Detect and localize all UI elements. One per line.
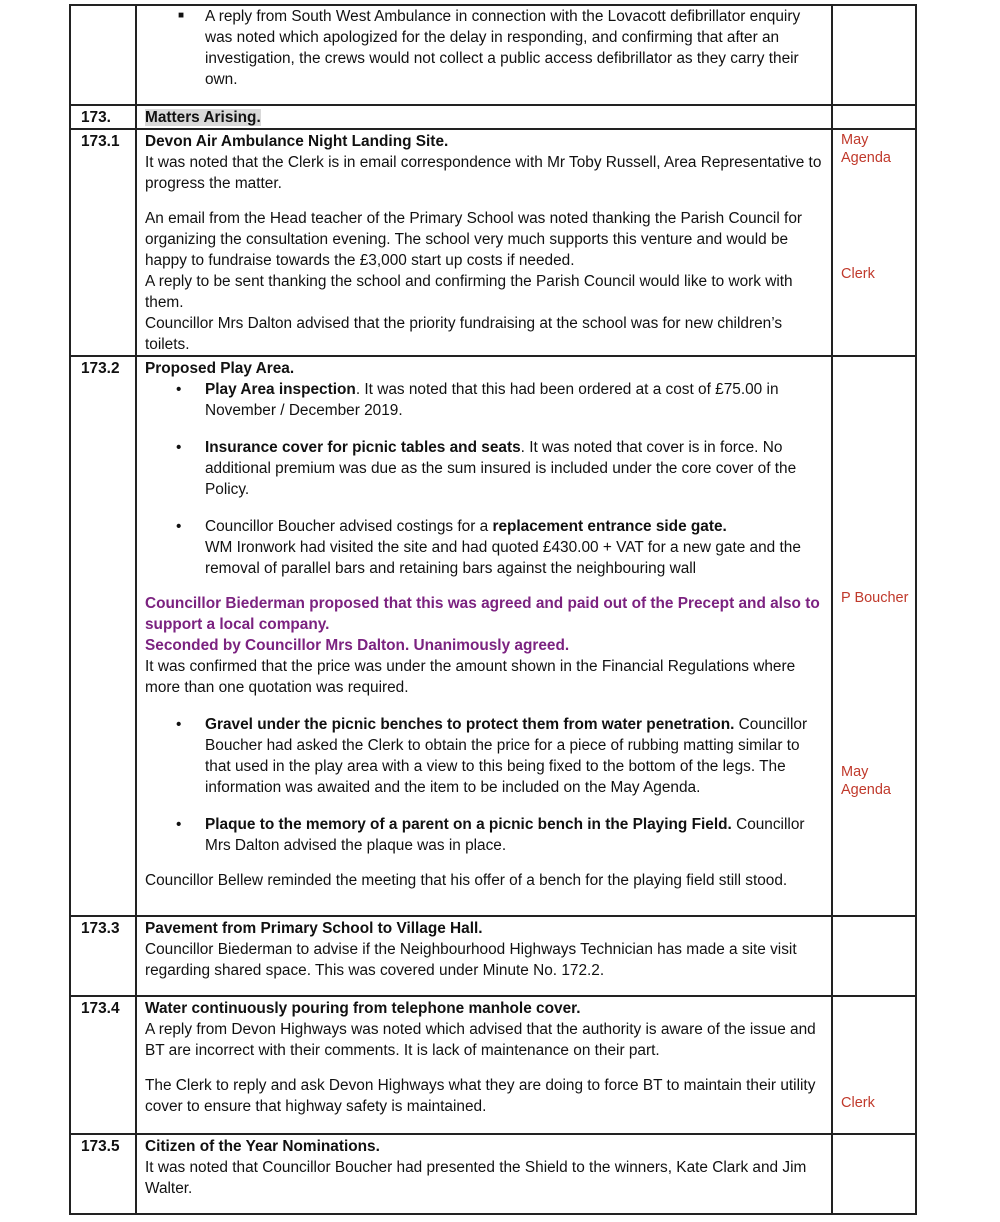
minute-number: 173.5: [70, 1134, 136, 1214]
seconded-text: Seconded by Councillor Mrs Dalton. Unanimously agreed.: [145, 637, 570, 654]
table-row-173: [70, 105, 916, 129]
minute-body-cell: [136, 5, 832, 105]
bullet-list: [145, 714, 823, 856]
list-item: • Councillor Boucher advised costings for a replacement entrance side gate. WM Ironwork had visited the site and had quoted £430.00 + VAT for a new gate and the removal of parallel bars and retaining bars against the neighbouring wall: [176, 518, 801, 577]
bullet-icon: •: [176, 816, 182, 833]
proposal-text: Councillor Biederman proposed that this was agreed and paid out of the Precept and also to support a local company.: [145, 595, 820, 633]
action-tag: May Agenda: [841, 764, 891, 798]
action-cell: [832, 5, 916, 105]
square-bullet-icon: ■: [178, 10, 185, 21]
paragraph: It was noted that the Clerk is in email correspondence with Mr Toby Russell, Area Representative to progress the matter.: [145, 154, 822, 192]
minute-body-cell: [136, 916, 832, 996]
action-tag: Clerk: [841, 266, 875, 282]
item-title: Devon Air Ambulance Night Landing Site.: [145, 133, 449, 150]
bullet-icon: •: [176, 518, 182, 535]
paragraph: Councillor Biederman to advise if the Neighbourhood Highways Technician has made a site visit regarding shared space. This was covered under Minute No. 172.2.: [145, 941, 797, 979]
list-item: • Plaque to the memory of a parent on a picnic bench in the Playing Field. Councillor Mrs Dalton advised the plaque was in place.: [176, 816, 805, 854]
minute-number: 173.3: [70, 916, 136, 996]
minute-body-cell: [136, 996, 832, 1134]
paragraph: An email from the Head teacher of the Primary School was noted thanking the Parish Council for organizing the consultation evening. The school very much supports this venture and would be happy to fundraise towards the £3,000 start up costs if needed.: [145, 210, 803, 269]
paragraph: It was confirmed that the price was under the amount shown in the Financial Regulations where more than one quotation was required.: [145, 658, 796, 696]
bullet-icon: •: [176, 439, 182, 456]
minute-number-cell: [70, 5, 136, 105]
minute-number: 173.2: [70, 356, 136, 916]
minute-number: 173.4: [70, 996, 136, 1134]
table-row-173-1: [70, 129, 916, 356]
paragraph: Councillor Mrs Dalton advised that the priority fundraising at the school was for new children’s toilets.: [145, 315, 783, 353]
item-title: Citizen of the Year Nominations.: [145, 1138, 380, 1155]
table-row-173-5: [70, 1134, 916, 1214]
minute-body-cell: [136, 1134, 832, 1214]
table-row-continuation: [70, 5, 916, 105]
item-title: Pavement from Primary School to Village Hall.: [145, 920, 483, 937]
paragraph: Councillor Bellew reminded the meeting that his offer of a bench for the playing field still stood.: [145, 872, 788, 889]
bullet-icon: •: [176, 381, 182, 398]
bullet-list: [145, 379, 823, 579]
list-item: ■ A reply from South West Ambulance in connection with the Lovacott defibrillator enquiry was noted which apologized for the delay in responding, and confirming that after an investigation, the crews would not collect a public access defibrillator as they carry their own.: [205, 6, 823, 90]
table-row-173-3: [70, 916, 916, 996]
action-tag: Clerk: [841, 1095, 875, 1111]
action-cell: [832, 996, 916, 1134]
list-item: • Gravel under the picnic benches to protect them from water penetration. Councillor Boucher had asked the Clerk to obtain the price for a piece of rubbing matting similar to that used in the play area with a view to this being fixed to the bottom of the legs. The information was awaited and the item to be included on the May Agenda.: [176, 716, 808, 796]
action-tag: P Boucher: [841, 590, 909, 606]
action-cell: [832, 1134, 916, 1214]
table-row-173-4: [70, 996, 916, 1134]
action-cell: [832, 129, 916, 356]
paragraph: A reply from Devon Highways was noted which advised that the authority is aware of the issue and BT are incorrect with their comments. It is lack of maintenance on their part.: [145, 1021, 816, 1059]
bullet-list: [145, 6, 823, 90]
minutes-table: [69, 4, 917, 1215]
section-heading: Matters Arising.: [145, 109, 261, 126]
paragraph: The Clerk to reply and ask Devon Highways what they are doing to force BT to maintain their utility cover to ensure that highway safety is maintained.: [145, 1077, 816, 1115]
action-cell: [832, 105, 916, 129]
minute-body-cell: [136, 356, 832, 916]
paragraph: A reply to be sent thanking the school and confirming the Parish Council would like to work with them.: [145, 273, 793, 311]
minute-number: 173.: [70, 105, 136, 129]
list-item: • Insurance cover for picnic tables and seats. It was noted that cover is in force. No additional premium was due as the sum insured is included under the core cover of the Policy.: [176, 439, 797, 498]
bullet-icon: •: [176, 716, 182, 733]
table-row-173-2: [70, 356, 916, 916]
action-tag: May Agenda: [841, 132, 891, 166]
minute-number: 173.1: [70, 129, 136, 356]
minute-body-cell: [136, 105, 832, 129]
action-cell: [832, 356, 916, 916]
list-item: • Play Area inspection. It was noted that this had been ordered at a cost of £75.00 in November / December 2019.: [176, 381, 779, 419]
item-title: Proposed Play Area.: [145, 360, 295, 377]
paragraph: It was noted that Councillor Boucher had presented the Shield to the winners, Kate Clark and Jim Walter.: [145, 1159, 807, 1197]
item-title: Water continuously pouring from telephone manhole cover.: [145, 1000, 581, 1017]
action-cell: [832, 916, 916, 996]
minute-body-cell: [136, 129, 832, 356]
